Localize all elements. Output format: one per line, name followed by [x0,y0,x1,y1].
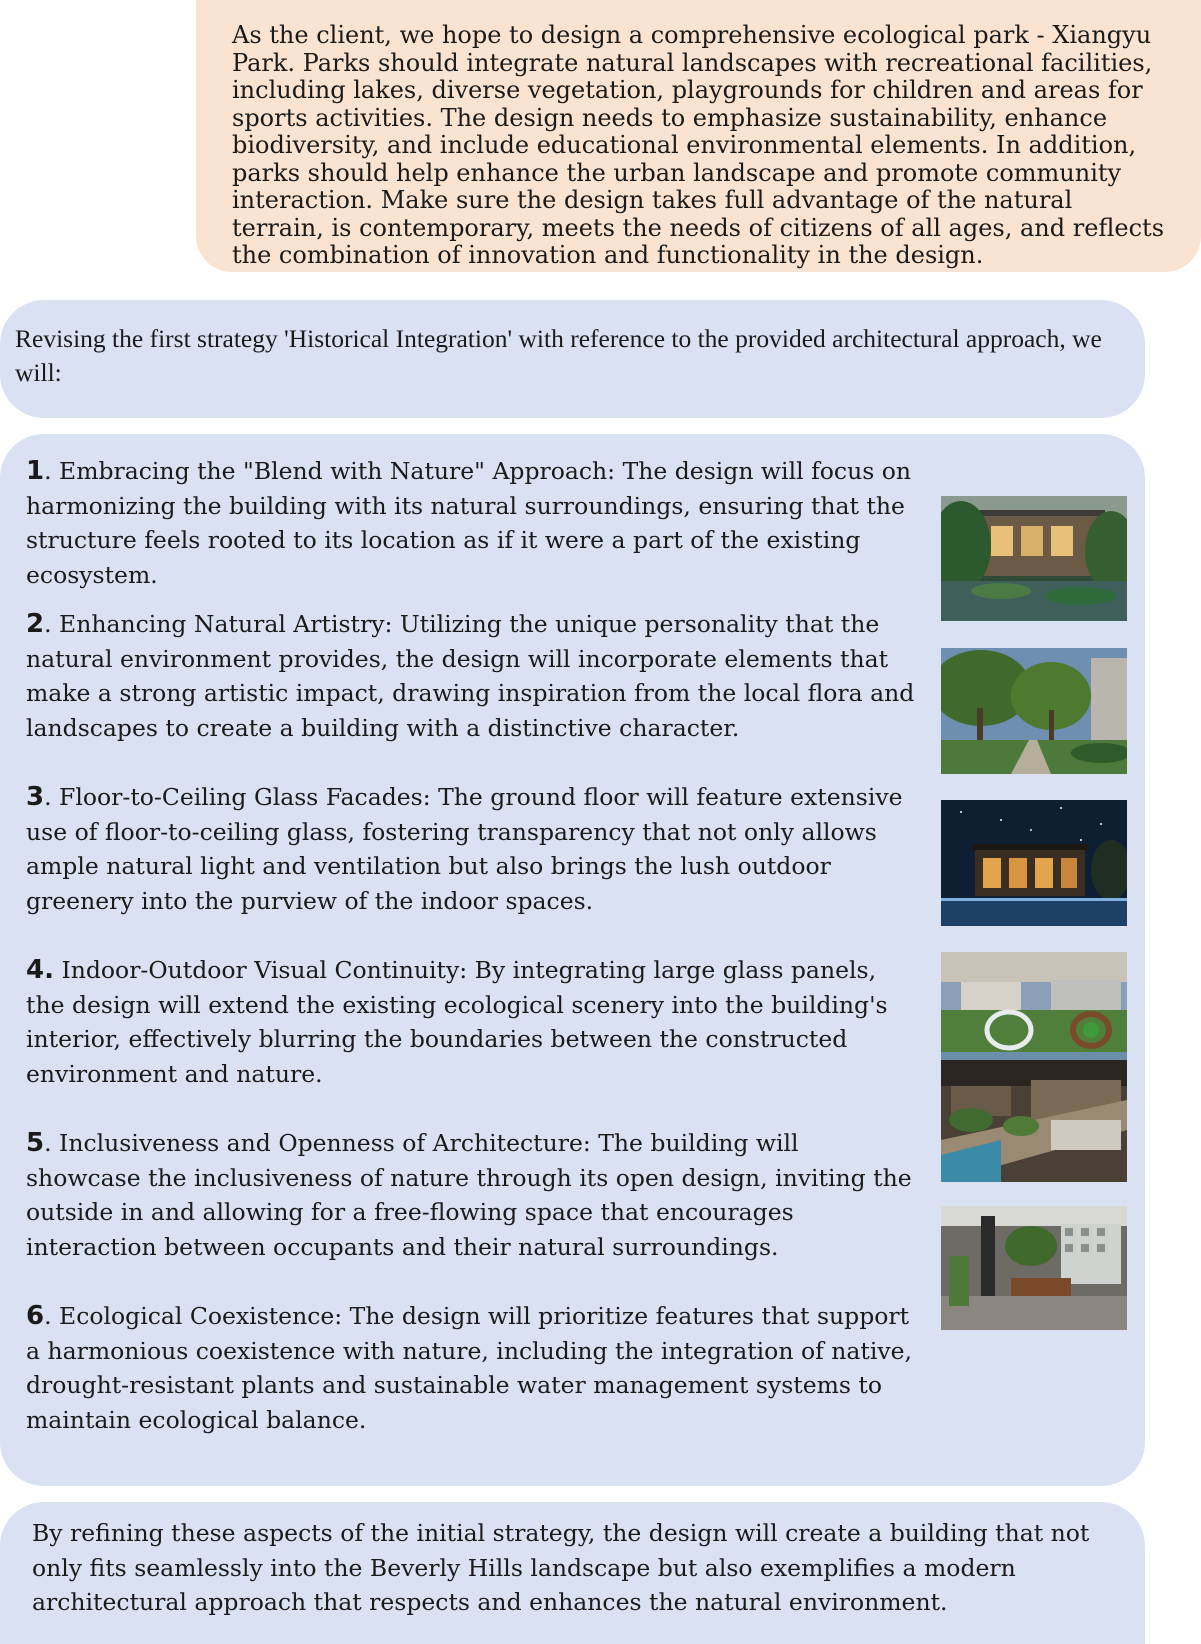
client-message-text: As the client, we hope to design a comprehensive ecological park - Xiangyu Park. Parks should integrate natural landscapes with recreational facilities, including lakes, diverse vegetation, playgrounds for children and areas for sports activities. The design needs to emphasize sustainability, enhance biodiversity, and include educational environmental elements. In addition, parks should help enhance the urban landscape and promote community interaction. Make sure the design takes full advantage of the natural terrain, is contemporary, meets the needs of citizens of all ages, and reflects the combination of innovation and functionality in the design. [232,21,1165,269]
strategy-text: . Embracing the "Blend with Nature" Approach: The design will focus on harmonizing the building with its natural surroundings, ensuring that the structure feels rooted to its location as if it were a part of the existing ecosystem. [26,457,912,589]
strategy-number: 2 [26,609,45,639]
strategy-text: . Inclusiveness and Openness of Architecture: The building will showcase the inclusiveness of nature through its open design, inviting the outside in and allowing for a free-flowing space that encourages interaction between occupants and their natural surroundings. [26,1129,912,1261]
strategy-image-4 [941,952,1127,1070]
client-message-bubble [196,0,1201,272]
strategy-image-6 [941,1206,1127,1330]
strategy-number: 6 [26,1301,45,1331]
strategy-item-4 [26,953,916,1091]
strategy-item-3 [26,780,916,918]
strategy-item-6 [26,1299,916,1437]
strategy-image-2 [941,648,1127,774]
strategy-image-1 [941,496,1127,621]
strategy-list-bubble [0,434,1145,1486]
strategy-text: . Enhancing Natural Artistry: Utilizing the unique personality that the natural environment provides, the design will incorporate elements that make a strong artistic impact, drawing inspiration from the local flora and landscapes to create a building with a distinctive character. [26,610,915,742]
strategy-text: Indoor-Outdoor Visual Continuity: By integrating large glass panels, the design will extend the existing ecological scenery into the building's interior, effectively blurring the boundaries between the constructed environment and nature. [26,956,888,1088]
strategy-number: 4. [26,955,54,985]
strategy-number: 3 [26,782,45,812]
strategy-item-2 [26,607,916,745]
response-intro-text: Revising the first strategy 'Historical Integration' with reference to the provided architectural approach, we will: [15,324,1102,387]
strategy-number: 1 [26,456,45,486]
strategy-item-1 [26,454,916,592]
strategy-number: 5 [26,1128,45,1158]
response-conclusion-bubble [0,1502,1145,1644]
strategy-image-5 [941,1060,1127,1182]
response-conclusion-text: By refining these aspects of the initial strategy, the design will create a building that not only fits seamlessly into the Beverly Hills landscape but also exemplifies a modern architectural approach that respects and enhances the natural environment. [32,1519,1090,1616]
strategy-item-5 [26,1126,916,1264]
strategy-text: . Ecological Coexistence: The design will prioritize features that support a harmonious coexistence with nature, including the integration of native, drought-resistant plants and sustainable water management systems to maintain ecological balance. [26,1302,913,1434]
response-intro-bubble [0,300,1145,418]
strategy-text: . Floor-to-Ceiling Glass Facades: The ground floor will feature extensive use of floor-to-ceiling glass, fostering transparency that not only allows ample natural light and ventilation but also brings the lush outdoor greenery into the purview of the indoor spaces. [26,783,903,915]
strategy-image-3 [941,800,1127,926]
